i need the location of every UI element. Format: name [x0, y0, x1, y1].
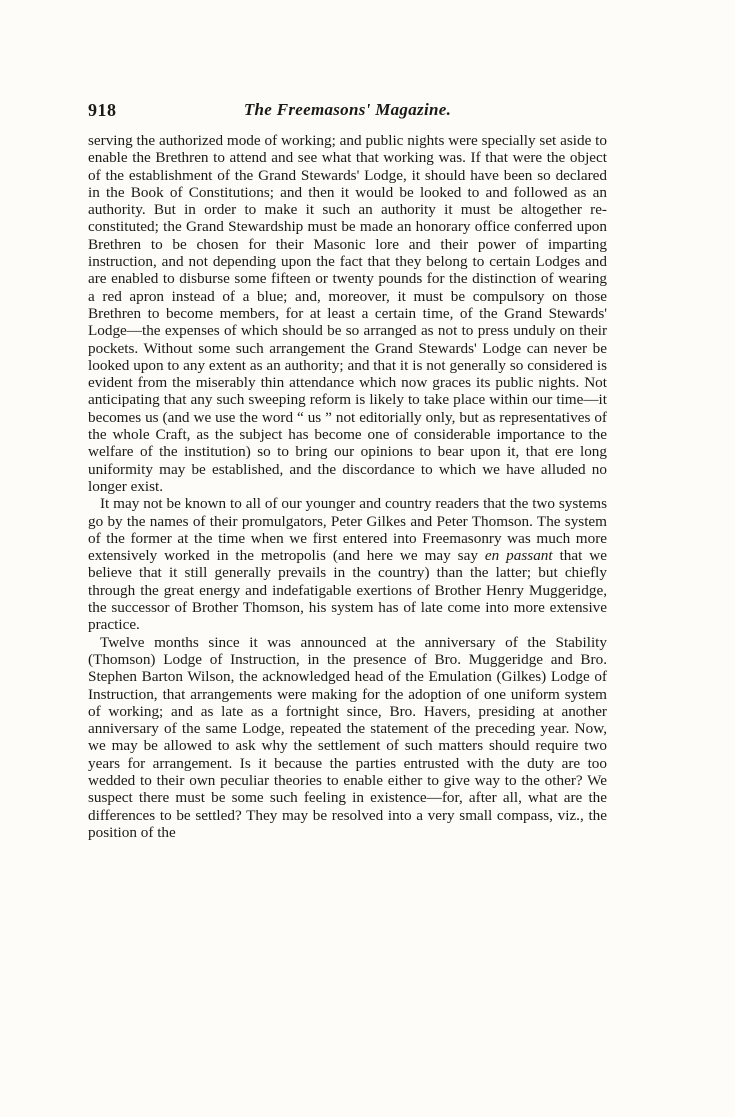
article-body	[88, 132, 607, 841]
paragraph-2-text-a: It may not be known to all of our younger and country readers that the two systems go by the names of their promulgators, Peter Gilkes and Peter Thomson. The system of the former at the time when we first entered into Freemasonry was much more extensively worked in the metropolis (and here we may say	[88, 495, 607, 565]
running-title: The Freemasons' Magazine.	[243, 100, 452, 119]
paragraph-3	[88, 634, 607, 842]
paragraph-2-italic-phrase: en passant	[484, 547, 553, 565]
paragraph-2	[88, 495, 607, 633]
paragraph-2-text-b: that we believe that it still generally prevails in the country) than the latter; but chiefly through the great energy and indefatigable exertions of Brother Henry Muggeridge, the successor of Brother Thomson, his system has of late come into more extensive practice.	[88, 547, 608, 634]
paragraph-1-text: serving the authorized mode of working; and public nights were specially set aside to enable the Brethren to attend and see what that working was. If that were the object of the establishment of the Grand Stewards' Lodge, it should have been so declared in the Book of Constitutions; and then it would be looked to and followed as an authority. But in order to make it such an authority it must be altogether re-constituted; the Grand Stewardship must be made an honorary office conferred upon Brethren to be chosen for their Masonic lore and their power of imparting instruction, and not depending upon the fact that they belong to certain Lodges and are enabled to disburse some fifteen or twenty pounds for the distinction of wearing a red apron instead of a blue; and, moreover, it must be compulsory on those Brethren to become members, for at least a certain time, of the Grand Stewards' Lodge—the expenses of which should be so arranged as not to press unduly on their pockets. Without some such arrangement the Grand Stewards' Lodge can never be looked upon to any extent as an authority; and that it is not generally so considered is evident from the miserably thin attendance which now graces its public nights. Not anticipating that any such sweeping reform is likely to take place within our time—it becomes us (and we use the word “ us ” not editorially only, but as representatives of the whole Craft, as the subject has become one of considerable importance to the welfare of the institution) so to bring our opinions to bear upon it, that ere long uniformity may be established, and the discordance to which we have alluded no longer exist.	[88, 132, 607, 495]
paragraph-3-text: Twelve months since it was announced at the anniversary of the Stability (Thomson) Lodge of Instruction, in the presence of Bro. Muggeridge and Bro. Stephen Barton Wilson, the acknowledged head of the Emulation (Gilkes) Lodge of Instruction, that arrangements were making for the adoption of one uniform system of working; and as late as a fortnight since, Bro. Havers, presiding at another anniversary of the same Lodge, repeated the statement of the preceding year. Now, we may be allowed to ask why the settlement of such matters should require two years for arrangement. Is it because the parties entrusted with the duty are too wedded to their own peculiar theories to enable either to give way to the other? We suspect there must be some such feeling in existence—for, after all, what are the differences to be settled? They may be resolved into a very small compass, viz., the position of the	[88, 633, 607, 841]
running-head	[88, 100, 607, 124]
page-number: 918	[88, 100, 117, 120]
paragraph-1	[88, 132, 607, 495]
